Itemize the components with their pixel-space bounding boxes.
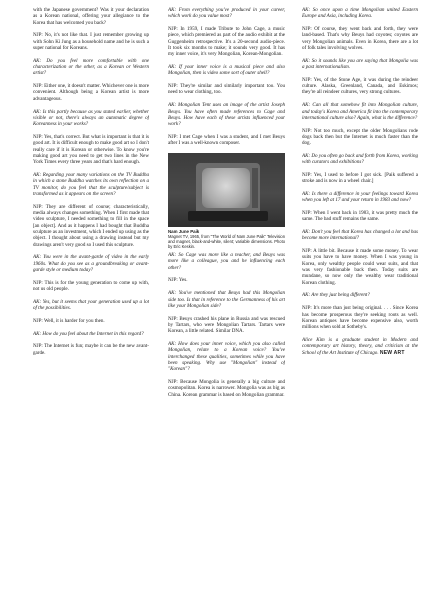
question-paragraph: AK: You were in the avant-garde of video in the early 1960s. What do you see as a groundbreaking or avant-garde style or medium today? bbox=[33, 254, 149, 274]
answer-paragraph: NJP: Yes. bbox=[168, 277, 188, 284]
artwork-figure bbox=[168, 153, 285, 249]
question-paragraph: AK: Regarding your many variations on the TV Buddha in which a stone Buddha watches its own reflection on a TV monitor, do you feel that the sculpture/subject is transformed as it appears on the screen? bbox=[33, 171, 149, 197]
answer-paragraph: NJP: They're similar and similarly important too. You need to wear clothing, too. bbox=[168, 83, 285, 96]
author-bio-text: Alice Kim is a graduate student in Modern and contemporary art history, theory, and criticism at the School of the Art Institute of Chicago. bbox=[302, 336, 418, 356]
answer-paragraph: NJP: Yes, I used to before I got sick. [Paik suffered a stroke and is now in a wheel chair.] bbox=[302, 171, 418, 185]
question-paragraph: AK: How does your inner voice, which you also called Mongolian, relate to a Korean voice? You've interchanged these qualities, sometimes while you have been speaking. Why use "Mongolian" instead of "Korean"? bbox=[168, 340, 285, 373]
answer-paragraph: NJP: The Internet is fun; maybe it can be the new avant-garde. bbox=[33, 343, 149, 356]
question-paragraph: AK: If your inner voice is a musical piece and also Mongolian, then is video some sort of outer shell? bbox=[168, 64, 285, 77]
answer-paragraph: NJP: Yes, that's correct. But what is important is that it is good art. It is difficult enough to make good art so I don't really care if it is Korean or otherwise. To know you're making good art you need to get two lines in the New York Times every three years and that's hard enough. bbox=[33, 133, 149, 166]
question-paragraph: AK: Is this partly because as you stated earlier, whether visible or not, there's always an automatic degree of Koreanness in your works? bbox=[33, 108, 149, 128]
answer-paragraph: NJP: They are different of course; characteristically, media always changes something. When I first made that video sculpture, I needed something to fill in the space [an object]. And as it happens I had bought that Buddha sculpture as an investment, which I ended up using as the object. I thought about using a drawing instead but my drawings aren't very good so I used this sculpture. bbox=[33, 203, 149, 248]
question-paragraph: AK: You've mentioned that Beuys had this Mongolian side too. Is that in reference to the Germanness of his art like your Mongolian side? bbox=[168, 290, 285, 309]
question-paragraph: AK: Can all that somehow fit into Mongolian culture, and today's Korea and America fit into the contemporary international culture also? Again, what is the difference? bbox=[302, 102, 418, 121]
answer-paragraph: NJP: In 1959, I made Tribute to John Cage, a music piece, which premiered as part of the audio exhibit at the Guggenheim retrospective. It's a 20-second audio-piece. It took six months to make; it sounds very good. It has my inner voice, it's very Mongolian, Korean-Mongolian. bbox=[168, 26, 285, 58]
question-paragraph: AK: How do you feel about the Internet in this regard? bbox=[33, 330, 144, 337]
tv-screen bbox=[202, 168, 250, 208]
answer-paragraph: NJP: Either one, it doesn't matter. Whichever one is more convenient. Although being a Korean artist is more advantageous. bbox=[33, 83, 149, 102]
question-paragraph: AK: Are they just being different? bbox=[302, 292, 370, 299]
answer-paragraph: NJP: This is for the young generation to come up with, not us old people. bbox=[33, 279, 149, 293]
answer-paragraph: NJP: A little bit. Because it made some money. To wear suits you have to have money. When I was young in Korea, only wealthy people could wear suits, and that was very fashionable back then. Today suits are mundane, so now only the wealthy wear traditional Korean clothing. bbox=[302, 248, 418, 286]
answer-paragraph: NJP: I met Cage when I was a student, and I met Beuys after I was a well-known composer. bbox=[168, 133, 285, 147]
answer-paragraph: NJP: Because Mongolia is generally a big culture and cosmopolitan. Korea is narrower. Mongolia was as big as China. Korean grammar is based on Mongolian grammar. bbox=[168, 378, 285, 398]
magnet-shape bbox=[188, 211, 268, 221]
answer-paragraph: NJP: Beuys crashed his plane in Russia and was rescued by Tartars, who were Mongolian Tartars. Tartars were Korean, a little related. Similar DNA. bbox=[168, 315, 285, 335]
answer-paragraph: NJP: No, it's not like that. I just remember growing up with Sohn Ki Jung as a household name and he is such a super national for Koreans. bbox=[33, 32, 149, 52]
column-middle-top bbox=[168, 7, 285, 147]
question-paragraph: AK: From everything you've produced in your career, which work do you value most? bbox=[168, 7, 285, 20]
question-paragraph: AK: So it sounds like you are saying that Mongolia was a past internationalism. bbox=[302, 57, 418, 71]
question-paragraph: AK: Mongolian Tent uses an image of the artist Joseph Beuys. You have often made references to Cage and Beuys. How have each of these artists influenced your work? bbox=[168, 102, 285, 128]
column-right-body bbox=[302, 7, 418, 331]
question-paragraph: AK: Don't you feel that Korea has changed a lot and has become more international? bbox=[302, 229, 418, 242]
author-bio bbox=[302, 337, 418, 356]
column-middle-bottom bbox=[168, 252, 285, 398]
artwork-photo bbox=[168, 153, 285, 227]
figure-caption: Magnet TV, 1965, from "The World of Nam June Paik" Television and magnet, black-and-white, silent; variable dimensions. Photo by Eric Keskin. bbox=[168, 234, 285, 250]
end-mark: NEW ART bbox=[379, 349, 405, 356]
answer-paragraph: NJP: Yes, of the Stone Age, it was during the reindeer culture. Alaska, Greenland, Canada, and Eskimos; they're all reindeer cultures, very strong cultures. bbox=[302, 76, 418, 96]
figure-title: Nam June Paik bbox=[168, 228, 200, 234]
column-right bbox=[302, 7, 418, 594]
question-paragraph: AK: So Cage was more like a teacher, and Beuys was more like a colleague, you and he influencing each other? bbox=[168, 252, 285, 271]
answer-paragraph: NJP: When I went back in 1983, it was pretty much the same. The bad stuff remains the same. bbox=[302, 210, 418, 223]
answer-paragraph: NJP: Not too much, except the older Mongolians rode dogs back then but the Internet is much faster than the dog. bbox=[302, 127, 418, 147]
answer-paragraph: NJP: Well, it is harder for you then. bbox=[33, 317, 105, 324]
question-paragraph: AK: So once upon a time Mongolism united Eastern Europe and Asia, including Korea. bbox=[302, 7, 418, 20]
question-paragraph: AK: Do you feel more comfortable with one characterization or the other, as a Korean or Western artist? bbox=[33, 57, 149, 77]
answer-paragraph: NJP: It's more than just being original. . . . Since Korea has become prosperous they're seeking roots as well. Korean antiques have become expensive also, worth millions when sold at Sotheby's. bbox=[302, 305, 418, 331]
question-paragraph: AK: Do you often go back and forth from Korea, working with curators and exhibitions? bbox=[302, 152, 418, 166]
question-paragraph: AK: Is there a difference in your feelings toward Korea when you left at 17 and your return in 1983 and now? bbox=[302, 190, 418, 204]
tv-control-panel bbox=[252, 168, 258, 208]
question-paragraph: AK: Yes, but it seems that your generation used up a lot of the possibilities. bbox=[33, 298, 149, 312]
continued-paragraph: with the Japanese government? Was it your declaration as a Korean national, offering your allegiance to the Korea that has welcomed you back? bbox=[33, 7, 149, 26]
column-middle bbox=[168, 7, 285, 594]
answer-paragraph: NJP: Of course, they went back and forth, they were land-based. That's why Beuys had coyotes; coyotes are very Mongolian animals. Even in Korea, there are a lot of folk tales involving wolves. bbox=[302, 26, 418, 52]
column-left bbox=[33, 7, 149, 594]
